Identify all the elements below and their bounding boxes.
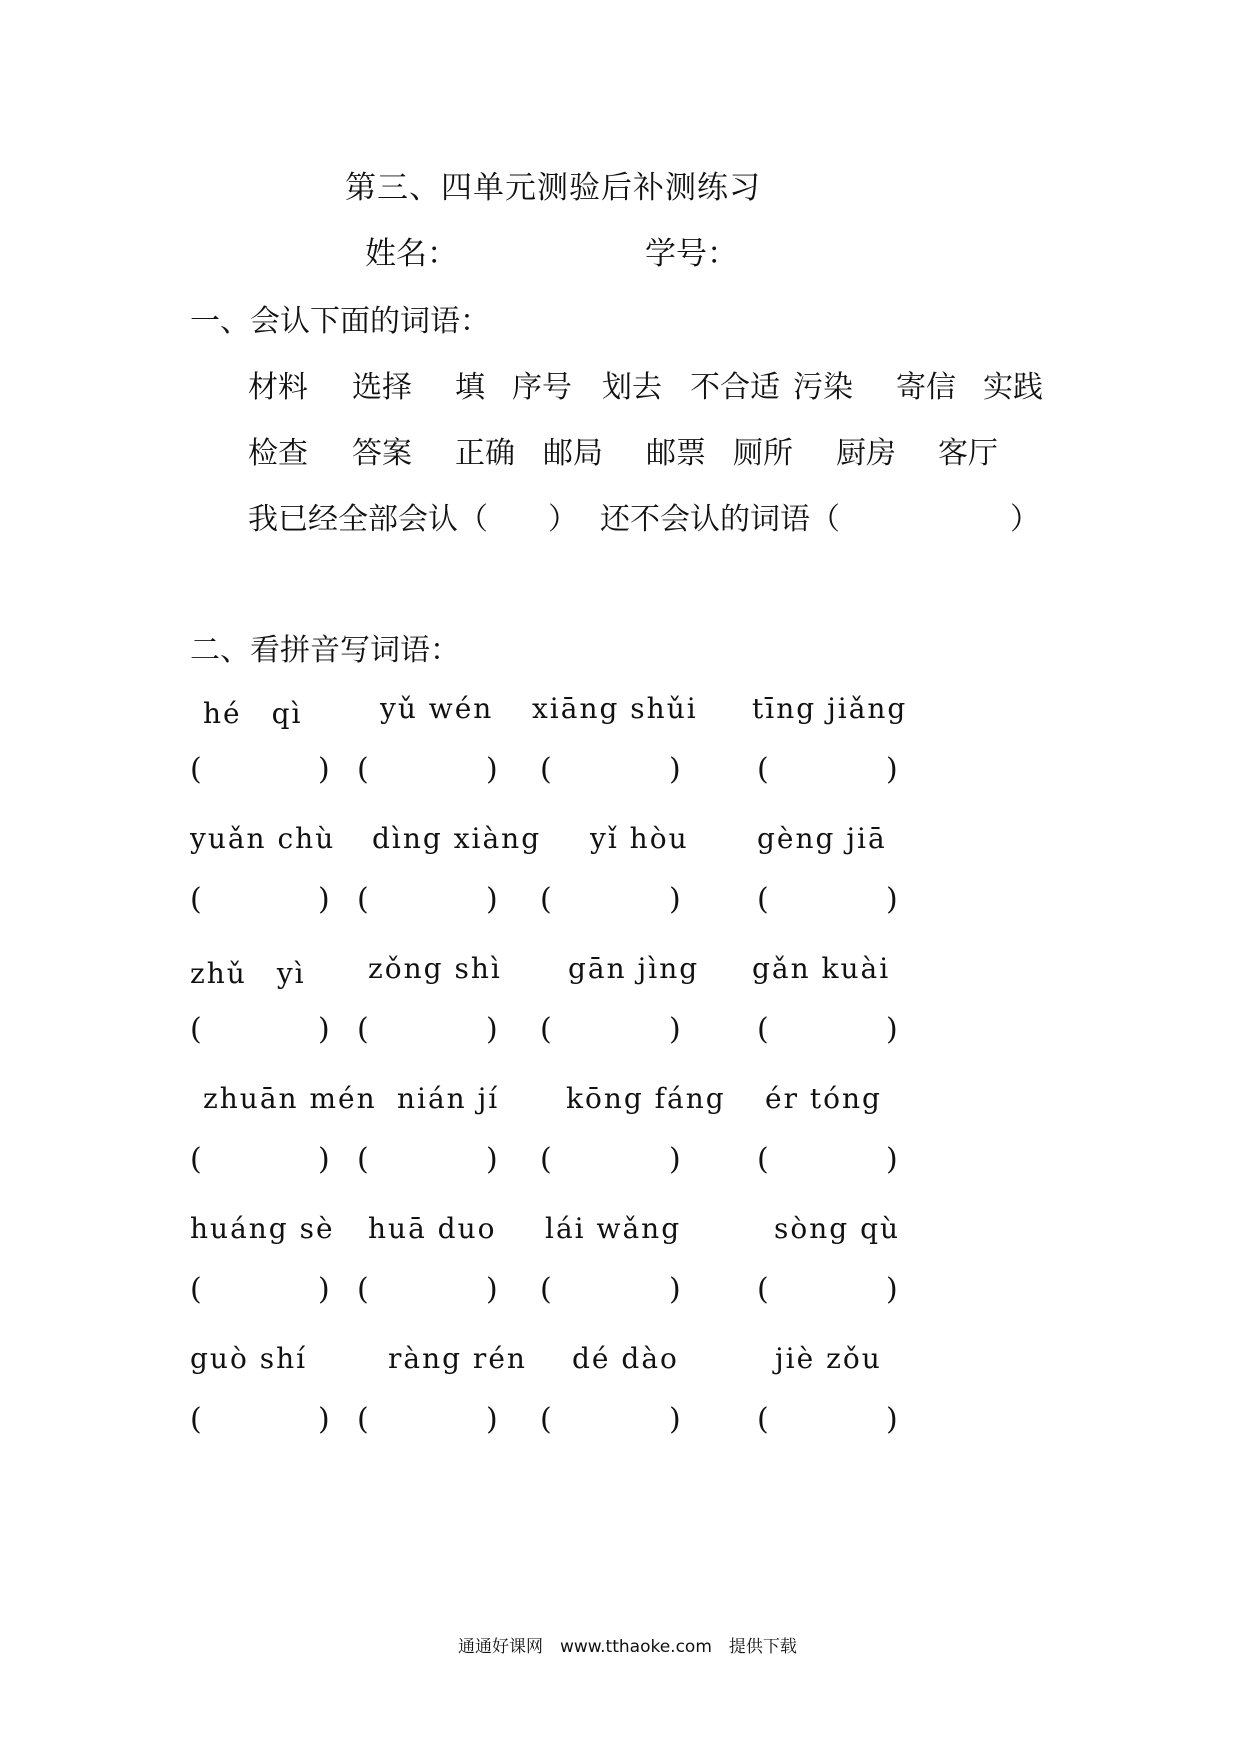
word: 污染	[793, 370, 853, 405]
page-title: 第三、四单元测验后补测练习	[345, 170, 761, 206]
pinyin: yǔ wén	[380, 692, 494, 725]
pinyin: yǐ hòu	[590, 822, 689, 855]
answer-blank-close: )	[886, 1012, 898, 1047]
answer-blank-close: )	[486, 1272, 498, 1307]
answer-blank-open: (	[190, 1142, 202, 1177]
word: 选择	[352, 370, 412, 405]
answer-blank-open: (	[540, 1012, 552, 1047]
answer-blank-close: )	[886, 882, 898, 917]
answer-blank-close: )	[318, 1012, 330, 1047]
word: 划去	[602, 370, 662, 405]
answer-blank-close: )	[318, 882, 330, 917]
answer-blank-open: (	[540, 752, 552, 787]
word: 正确	[455, 436, 515, 471]
answer-blank-open: (	[190, 882, 202, 917]
word: 邮局	[543, 436, 603, 471]
answer-blank-open: (	[540, 1272, 552, 1307]
pinyin: ràng rén	[388, 1342, 527, 1375]
word: 实践	[983, 370, 1043, 405]
word: 厨房	[836, 436, 896, 471]
pinyin: zhuān mén	[203, 1082, 377, 1115]
answer-blank-close: )	[669, 752, 681, 787]
answer-blank-open: (	[357, 1142, 369, 1177]
pinyin: gān jìng	[568, 952, 700, 985]
pinyin: kōng fáng	[566, 1082, 726, 1115]
pinyin: guò shí	[190, 1342, 308, 1375]
answer-blank-close: )	[669, 1012, 681, 1047]
answer-blank-close: )	[486, 1402, 498, 1437]
pinyin: hé qì	[203, 697, 303, 730]
answer-blank-open: (	[357, 752, 369, 787]
pinyin: sòng qù	[774, 1212, 901, 1245]
answer-blank-open: (	[757, 1012, 769, 1047]
answer-blank-open: (	[540, 1142, 552, 1177]
answer-blank-close: )	[669, 1142, 681, 1177]
name-label: 姓名：	[365, 236, 458, 272]
not-yet-text: 还不会认的词语（	[600, 502, 840, 537]
answer-blank-close: )	[486, 752, 498, 787]
answer-blank-open: (	[190, 1272, 202, 1307]
word: 厕所	[733, 436, 793, 471]
answer-blank-close: )	[886, 1272, 898, 1307]
pinyin: lái wǎng	[545, 1212, 682, 1245]
word: 检查	[248, 436, 308, 471]
word: 客厅	[938, 436, 998, 471]
section1-heading: 一、会认下面的词语：	[190, 304, 490, 339]
pinyin: ér tóng	[765, 1082, 882, 1115]
answer-blank-open: (	[757, 1402, 769, 1437]
pinyin: nián jí	[397, 1082, 500, 1115]
answer-blank-open: (	[190, 752, 202, 787]
pinyin: huáng sè	[190, 1212, 335, 1245]
pinyin: zhǔ yì	[190, 957, 306, 990]
answer-blank-close: )	[669, 882, 681, 917]
answer-blank-close: )	[886, 1402, 898, 1437]
answer-blank-open: (	[540, 1402, 552, 1437]
pinyin: xiāng shǔi	[532, 692, 698, 725]
answer-blank-close: )	[318, 1142, 330, 1177]
pinyin: huā duo	[368, 1212, 497, 1245]
answer-blank-close: )	[886, 1142, 898, 1177]
word: 寄信	[896, 370, 956, 405]
answer-blank-open: (	[357, 1272, 369, 1307]
answer-blank-open: (	[757, 1272, 769, 1307]
word: 邮票	[646, 436, 706, 471]
answer-blank-open: (	[757, 752, 769, 787]
pinyin: gǎn kuài	[752, 952, 891, 985]
section2-heading: 二、看拼音写词语：	[190, 633, 460, 668]
answer-blank-close: )	[486, 1012, 498, 1047]
answer-blank-close: )	[669, 1402, 681, 1437]
word: 序号	[512, 370, 572, 405]
word: 答案	[352, 436, 412, 471]
answer-blank-close: )	[318, 752, 330, 787]
pinyin: jiè zǒu	[775, 1342, 882, 1375]
footer-text: 通通好课网 www.tthaoke.com 提供下载	[458, 1637, 797, 1657]
id-label: 学号：	[645, 236, 738, 272]
pinyin: yuǎn chù	[190, 822, 336, 855]
answer-blank-open: (	[757, 1142, 769, 1177]
pinyin: tīng jiǎng	[752, 692, 908, 725]
answer-blank-open: (	[357, 1402, 369, 1437]
answer-blank-open: (	[757, 882, 769, 917]
pinyin: dìng xiàng	[372, 822, 542, 855]
word: 材料	[248, 370, 308, 405]
answer-blank-close: )	[486, 882, 498, 917]
not-yet-close: ）	[1010, 502, 1040, 537]
answer-blank-close: )	[669, 1272, 681, 1307]
pinyin: zǒng shì	[368, 952, 502, 985]
answer-blank-open: (	[190, 1012, 202, 1047]
answer-blank-close: )	[886, 752, 898, 787]
answer-blank-open: (	[357, 1012, 369, 1047]
pinyin: gèng jiā	[757, 822, 887, 855]
answer-blank-close: )	[318, 1402, 330, 1437]
pinyin: dé dào	[572, 1342, 679, 1375]
answer-blank-close: )	[318, 1272, 330, 1307]
word: 不合适	[690, 370, 780, 405]
answer-blank-open: (	[357, 882, 369, 917]
self-check-text: 我已经全部会认（ ）	[248, 502, 578, 537]
answer-blank-open: (	[540, 882, 552, 917]
answer-blank-open: (	[190, 1402, 202, 1437]
answer-blank-close: )	[486, 1142, 498, 1177]
word: 填	[455, 370, 485, 405]
